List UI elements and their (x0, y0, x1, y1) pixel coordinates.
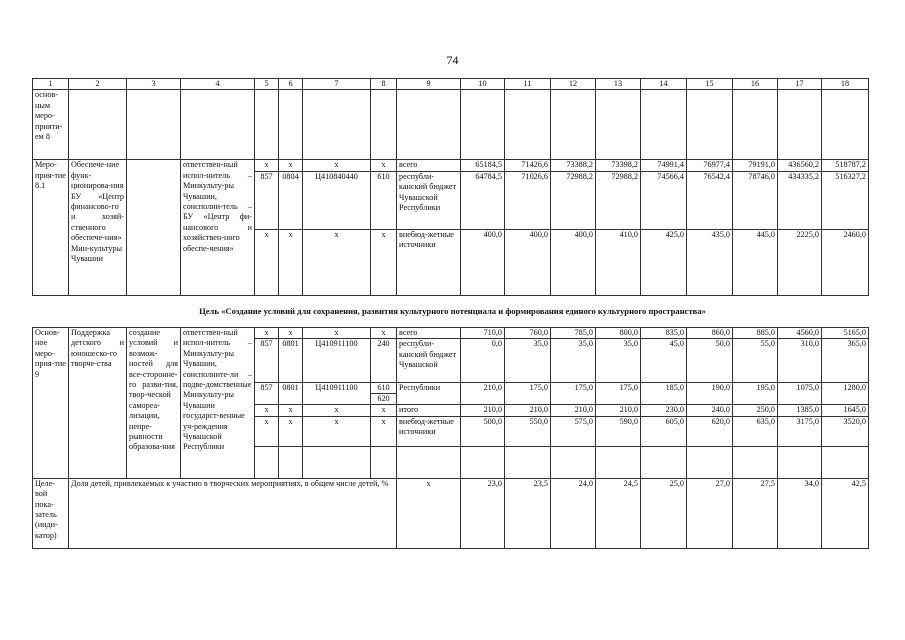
col-number: 9 (397, 79, 461, 90)
value-cell: 605,0 (641, 416, 687, 446)
value-cell: 436560,2 (778, 160, 822, 171)
expense-type-code: 620 (377, 394, 390, 404)
page-number: 74 (446, 53, 459, 67)
value-cell: 210,0 (551, 405, 596, 416)
col-number: 7 (303, 79, 371, 90)
value-cell: 65184,5 (461, 160, 505, 171)
value-cell: 4560,0 (778, 328, 822, 339)
value-cell: 2225,0 (778, 229, 822, 295)
value-cell: 72988,2 (551, 171, 596, 229)
value-cell: 175,0 (505, 383, 551, 405)
value-cell: 400,0 (461, 229, 505, 295)
col-number: 4 (181, 79, 255, 90)
value-cell: 230,0 (641, 405, 687, 416)
expense-type: х (371, 160, 397, 171)
value-cell: 195,0 (733, 383, 778, 405)
grbs-code: х (255, 160, 279, 171)
col-number: 16 (733, 79, 778, 90)
section-code: х (279, 160, 303, 171)
value-cell: 35,0 (551, 339, 596, 383)
value-cell: 516327,2 (822, 171, 869, 229)
measure-number: Меро-прия-тие 8.1 (33, 160, 69, 295)
col-number: 15 (687, 79, 733, 90)
value-cell: 2460,0 (822, 229, 869, 295)
value-cell: 445,0 (733, 229, 778, 295)
value-cell: 190,0 (687, 383, 733, 405)
grbs-code: х (255, 416, 279, 446)
value-cell: 5165,0 (822, 328, 869, 339)
continuation-row (33, 90, 869, 160)
value-cell: 590,0 (596, 416, 641, 446)
value-cell: 24,5 (596, 478, 641, 548)
value-cell: 410,0 (596, 229, 641, 295)
target-article: х (303, 405, 371, 416)
value-cell: 434335,2 (778, 171, 822, 229)
value-cell: 73388,2 (551, 160, 596, 171)
indicator-row (33, 478, 869, 548)
value-cell: 518787,2 (822, 160, 869, 171)
indicator-source: х (397, 478, 461, 548)
value-cell: 27,0 (687, 478, 733, 548)
measure-number: Основ-ное меро-прия-тие 9 (33, 328, 69, 479)
value-cell: 27,5 (733, 478, 778, 548)
value-cell: 25,0 (641, 478, 687, 548)
value-cell: 575,0 (551, 416, 596, 446)
value-cell: 835,0 (641, 328, 687, 339)
value-cell: 42,5 (822, 478, 869, 548)
value-cell: 71026,6 (505, 171, 551, 229)
value-cell: 400,0 (551, 229, 596, 295)
funding-source: внебюд-жетные источники (397, 416, 461, 446)
program-table-part2 (32, 327, 869, 549)
grbs-code: 857 (255, 339, 279, 383)
expense-type: 240 (371, 339, 397, 383)
value-cell: 760,0 (505, 328, 551, 339)
grbs-code: 857 (255, 383, 279, 405)
value-cell: 500,0 (461, 416, 505, 446)
value-cell: 435,0 (687, 229, 733, 295)
section-code: х (279, 229, 303, 295)
continuation-label: основ-ным меро-прияти-ем 8 (33, 90, 69, 160)
col-number: 17 (778, 79, 822, 90)
value-cell: 72988,2 (596, 171, 641, 229)
expense-type-code: 610 (371, 383, 396, 394)
goal-title: Цель «Создание условий для сохранения, развития культурного потенциала и формирования единого культурного пространства» (199, 306, 706, 316)
indicator-text: Доля детей, привлекаемых к участию в творческих мероприятиях, в общем числе детей, % (69, 478, 397, 548)
target-article: х (303, 229, 371, 295)
value-cell: 240,0 (687, 405, 733, 416)
section-code: 0801 (279, 339, 303, 383)
value-cell: 210,0 (461, 405, 505, 416)
funding-source: итого (397, 405, 461, 416)
section-code: 0804 (279, 171, 303, 229)
value-cell: 425,0 (641, 229, 687, 295)
value-cell: 76542,4 (687, 171, 733, 229)
value-cell: 185,0 (641, 383, 687, 405)
value-cell: 1385,0 (778, 405, 822, 416)
value-cell: 210,0 (505, 405, 551, 416)
value-cell: 45,0 (641, 339, 687, 383)
value-cell: 210,0 (596, 405, 641, 416)
col-number: 6 (279, 79, 303, 90)
value-cell: 1645,0 (822, 405, 869, 416)
target-article: Ц410911100 (303, 339, 371, 383)
funding-source: республи-канский бюджет Чувашской Республики (397, 171, 461, 229)
value-cell: 710,0 (461, 328, 505, 339)
value-cell: 76977,4 (687, 160, 733, 171)
value-cell: 1075,0 (778, 383, 822, 405)
responsible-executor: ответствен-ный испол-нитель – Минкульту-ры Чувашии, соисполните-ли – подве-домственные Минкульту-ры Чувашии государст-венные уч-реждения Чувашской Республики (181, 328, 255, 479)
value-cell: 74566,4 (641, 171, 687, 229)
value-cell: 55,0 (733, 339, 778, 383)
funding-source: Республики (397, 383, 461, 405)
grbs-code: х (255, 405, 279, 416)
measure-name: Поддержка детского и юношеско-го творче-ства (69, 328, 127, 479)
value-cell: 210,0 (461, 383, 505, 405)
expense-type: 610 (371, 171, 397, 229)
col-number: 2 (69, 79, 127, 90)
value-cell: 35,0 (596, 339, 641, 383)
section-code: х (279, 328, 303, 339)
value-cell: 50,0 (687, 339, 733, 383)
value-cell: 23,5 (505, 478, 551, 548)
value-cell: 3175,0 (778, 416, 822, 446)
value-cell: 1280,0 (822, 383, 869, 405)
section-code: 0801 (279, 383, 303, 405)
target-article: х (303, 416, 371, 446)
value-cell: 23,0 (461, 478, 505, 548)
col-number: 10 (461, 79, 505, 90)
measure-name: Обеспече-ние функ-ционирова-ния БУ «Центр финансово-го и хозяй-ственного обеспече-ния» Мин-культуры Чувашии (69, 160, 127, 295)
table-row (33, 160, 869, 171)
value-cell: 250,0 (733, 405, 778, 416)
indicator-label: Целе-вой пока-затель (инди-катор) (33, 478, 69, 548)
table-row (33, 328, 869, 339)
col-number: 8 (371, 79, 397, 90)
col-number: 5 (255, 79, 279, 90)
value-cell: 310,0 (778, 339, 822, 383)
section-code: х (279, 416, 303, 446)
funding-source: всего (397, 160, 461, 171)
target-article: Ц410911100 (303, 383, 371, 405)
value-cell: 73398,2 (596, 160, 641, 171)
target-article: Ц410840440 (303, 171, 371, 229)
header-row (33, 79, 869, 90)
col-number: 18 (822, 79, 869, 90)
value-cell: 24,0 (551, 478, 596, 548)
col-number: 11 (505, 79, 551, 90)
value-cell: 860,0 (687, 328, 733, 339)
grbs-code: 857 (255, 171, 279, 229)
value-cell: 885,0 (733, 328, 778, 339)
expense-type: х (371, 416, 397, 446)
col-number: 13 (596, 79, 641, 90)
value-cell: 175,0 (551, 383, 596, 405)
value-cell: 3520,0 (822, 416, 869, 446)
value-cell: 800,0 (596, 328, 641, 339)
value-cell: 64784,5 (461, 171, 505, 229)
value-cell: 35,0 (505, 339, 551, 383)
value-cell: 79191,0 (733, 160, 778, 171)
grbs-code: х (255, 328, 279, 339)
funding-source: всего (397, 328, 461, 339)
value-cell: 34,0 (778, 478, 822, 548)
funding-source: внебюд-жетные источники (397, 229, 461, 295)
value-cell: 365,0 (822, 339, 869, 383)
value-cell: 785,0 (551, 328, 596, 339)
grbs-code: х (255, 229, 279, 295)
value-cell: 635,0 (733, 416, 778, 446)
section-code: х (279, 405, 303, 416)
value-cell: 400,0 (505, 229, 551, 295)
col-number: 3 (127, 79, 181, 90)
target-article: х (303, 328, 371, 339)
col-number: 12 (551, 79, 596, 90)
value-cell: 78746,0 (733, 171, 778, 229)
expense-type: х (371, 405, 397, 416)
col-number: 1 (33, 79, 69, 90)
col-number: 14 (641, 79, 687, 90)
expense-type (371, 383, 397, 405)
value-cell: 620,0 (687, 416, 733, 446)
value-cell: 550,0 (505, 416, 551, 446)
value-cell: 175,0 (596, 383, 641, 405)
target-article: х (303, 160, 371, 171)
expense-type: х (371, 328, 397, 339)
program-table-part1 (32, 78, 869, 296)
responsible-executor: ответствен-ный испол-нитель – Минкульту-ры Чувашии, соисполни-тель – БУ «Центр фи-нансового и хозяйствен-ного обеспе-чения» (181, 160, 255, 295)
value-cell: 74991,4 (641, 160, 687, 171)
funding-source: республи-канский бюджет Чувашской (397, 339, 461, 383)
expected-result: создание условий и возмож-ностей для все-сторонне-го разви-тия, твор-ческой самореа-лизации, непре-рывности образова-ния (127, 328, 181, 479)
value-cell: 0,0 (461, 339, 505, 383)
value-cell: 71426,6 (505, 160, 551, 171)
expense-type: х (371, 229, 397, 295)
